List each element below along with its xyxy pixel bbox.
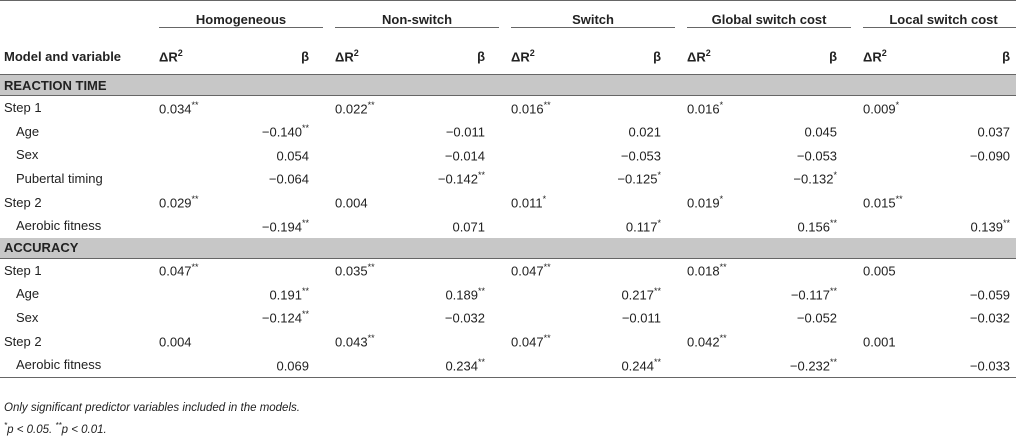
beta-cell <box>417 143 505 167</box>
cell-value: −0.140 <box>261 124 302 140</box>
delta-r-label: ΔR <box>511 49 530 65</box>
model-variable-header: Model and variable <box>0 39 153 75</box>
delta-r2-cell <box>329 190 417 214</box>
significance-marker: ** <box>302 217 310 228</box>
delta-r2-cell <box>329 167 417 191</box>
beta-cell <box>417 282 505 306</box>
cell-value: −0.124 <box>261 310 302 326</box>
table-row <box>0 282 1016 306</box>
beta-cell <box>593 258 681 282</box>
cell-value: −0.125 <box>617 171 658 187</box>
beta-cell <box>593 96 681 120</box>
delta-r2-header <box>681 39 769 75</box>
header-group-label: Global switch cost <box>687 12 851 28</box>
beta-cell <box>769 96 857 120</box>
significance-marker: ** <box>302 309 310 320</box>
beta-cell <box>593 306 681 330</box>
delta-r2-cell <box>329 353 417 377</box>
delta-r2-header <box>329 39 417 75</box>
delta-r2-cell <box>153 96 241 120</box>
note-line-2 <box>4 417 300 439</box>
delta-r2-cell <box>857 282 945 306</box>
significance-marker: ** <box>191 194 199 204</box>
beta-cell <box>769 190 857 214</box>
table-row <box>0 190 1016 214</box>
delta-r2-cell <box>505 143 593 167</box>
cell-value: 0.029 <box>159 195 192 211</box>
cell-value: −0.053 <box>620 148 662 164</box>
beta-cell <box>417 306 505 330</box>
cell-value: 0.047 <box>511 334 544 350</box>
header-group-label: Local switch cost <box>863 12 1016 28</box>
delta-r2-cell <box>681 143 769 167</box>
delta-r2-cell <box>153 143 241 167</box>
beta-header: β <box>945 39 1016 75</box>
delta-r2-cell <box>329 96 417 120</box>
cell-value: 0.047 <box>511 263 544 279</box>
significance-marker: * <box>657 217 662 228</box>
cell-value: 0.009 <box>863 100 896 116</box>
cell-value: 0.156 <box>797 218 831 234</box>
beta-cell <box>241 120 329 144</box>
cell-value: 0.004 <box>159 334 192 350</box>
delta-r2-cell <box>857 214 945 238</box>
delta-r2-cell <box>681 214 769 238</box>
beta-cell <box>945 353 1016 377</box>
table-row <box>0 306 1016 330</box>
row-label: Aerobic fitness <box>16 218 102 234</box>
beta-cell <box>769 120 857 144</box>
beta-cell <box>769 329 857 353</box>
table-row <box>0 258 1016 282</box>
beta-cell <box>769 167 857 191</box>
cell-value: 0.001 <box>863 334 896 350</box>
delta-r2-cell <box>857 96 945 120</box>
row-label: Age <box>16 286 40 302</box>
beta-cell <box>241 306 329 330</box>
cell-value: −0.011 <box>445 124 486 140</box>
delta-r2-cell <box>329 329 417 353</box>
significance-marker: * <box>895 99 900 110</box>
cell-value: −0.059 <box>969 287 1011 303</box>
cell-value: 0.037 <box>977 124 1011 140</box>
delta-r-sup: 2 <box>353 48 359 59</box>
beta-cell <box>945 329 1016 353</box>
beta-cell <box>945 282 1016 306</box>
delta-r2-cell <box>857 143 945 167</box>
cell-value: 0.189 <box>445 287 478 303</box>
delta-r2-cell <box>681 190 769 214</box>
note-text-a: p < 0.05. <box>7 423 56 436</box>
significance-marker: ** <box>478 285 486 296</box>
delta-r2-cell <box>681 329 769 353</box>
beta-cell <box>241 190 329 214</box>
delta-r2-cell <box>505 353 593 377</box>
beta-cell <box>593 143 681 167</box>
beta-cell <box>241 214 329 238</box>
cell-value: −0.033 <box>969 357 1011 373</box>
beta-cell <box>769 143 857 167</box>
beta-cell <box>417 120 505 144</box>
beta-cell <box>417 214 505 238</box>
cell-value: −0.142 <box>437 171 478 187</box>
row-label: Step 1 <box>4 262 42 278</box>
beta-cell <box>945 306 1016 330</box>
delta-r2-cell <box>681 167 769 191</box>
beta-cell <box>417 353 505 377</box>
beta-cell <box>593 214 681 238</box>
delta-r2-cell <box>857 167 945 191</box>
cell-value: −0.194 <box>261 218 302 234</box>
delta-r-label: ΔR <box>335 49 354 65</box>
beta-cell <box>241 143 329 167</box>
beta-cell <box>769 258 857 282</box>
cell-value: 0.016 <box>511 100 544 116</box>
beta-header: β <box>769 39 857 75</box>
header-sub-row <box>0 39 1016 75</box>
beta-cell <box>945 167 1016 191</box>
cell-value: 0.045 <box>804 124 838 140</box>
delta-r2-cell <box>153 120 241 144</box>
significance-marker: * <box>833 170 838 181</box>
delta-r2-cell <box>681 306 769 330</box>
delta-r-label: ΔR <box>687 49 706 65</box>
delta-r2-cell <box>681 258 769 282</box>
delta-r2-cell <box>857 306 945 330</box>
beta-cell <box>241 96 329 120</box>
cell-value: 0.034 <box>159 100 192 116</box>
cell-value: 0.042 <box>687 334 720 350</box>
table-row <box>0 329 1016 353</box>
significance-marker: * <box>719 194 724 204</box>
beta-cell <box>417 329 505 353</box>
beta-header: β <box>241 39 329 75</box>
delta-r2-cell <box>681 120 769 144</box>
significance-marker: ** <box>543 262 551 273</box>
cell-value: 0.054 <box>276 148 310 164</box>
beta-cell <box>945 120 1016 144</box>
header-corner <box>0 1 153 40</box>
header-group-label: Homogeneous <box>159 12 323 28</box>
header-group-label: Switch <box>511 12 675 28</box>
table-row <box>0 120 1016 144</box>
significance-marker: * <box>719 99 724 110</box>
cell-value: 0.035 <box>335 263 368 279</box>
cell-value: 0.043 <box>335 334 368 350</box>
delta-r2-cell <box>505 120 593 144</box>
header-group-row <box>0 1 1016 40</box>
delta-r2-cell <box>505 329 593 353</box>
note-sup-2: ** <box>55 421 62 430</box>
delta-r2-cell <box>505 282 593 306</box>
cell-value: 0.011 <box>511 195 543 211</box>
delta-r2-cell <box>857 120 945 144</box>
delta-r2-cell <box>857 258 945 282</box>
significance-marker: ** <box>830 356 838 367</box>
significance-marker: ** <box>895 194 903 204</box>
delta-r2-cell <box>681 282 769 306</box>
delta-r2-cell <box>505 306 593 330</box>
delta-r-sup: 2 <box>177 48 183 59</box>
section-title: ACCURACY <box>0 238 1016 259</box>
delta-r2-cell <box>505 190 593 214</box>
row-label: Step 1 <box>4 100 42 116</box>
significance-marker: ** <box>478 356 486 367</box>
row-label: Sex <box>16 310 39 326</box>
section-row <box>0 238 1016 259</box>
section-row <box>0 75 1016 96</box>
beta-cell <box>593 353 681 377</box>
delta-r2-cell <box>329 282 417 306</box>
delta-r2-cell <box>329 120 417 144</box>
significance-marker: ** <box>367 332 375 343</box>
cell-value: 0.015 <box>863 195 896 211</box>
cell-value: 0.117 <box>625 218 658 234</box>
beta-cell <box>417 96 505 120</box>
cell-value: 0.071 <box>452 218 486 234</box>
beta-cell <box>593 282 681 306</box>
delta-r2-cell <box>329 306 417 330</box>
delta-r2-cell <box>505 214 593 238</box>
delta-r2-cell <box>153 329 241 353</box>
cell-value: −0.052 <box>796 310 838 326</box>
beta-cell <box>241 167 329 191</box>
delta-r2-cell <box>153 190 241 214</box>
beta-cell <box>241 353 329 377</box>
delta-r2-cell <box>681 96 769 120</box>
cell-value: 0.191 <box>269 287 302 303</box>
table-row <box>0 353 1016 377</box>
row-label: Step 2 <box>4 194 42 210</box>
row-label: Pubertal timing <box>16 171 103 187</box>
delta-r2-cell <box>153 282 241 306</box>
delta-r2-cell <box>857 190 945 214</box>
beta-cell <box>593 190 681 214</box>
header-group <box>329 1 505 40</box>
cell-value: −0.053 <box>796 148 838 164</box>
significance-marker: ** <box>654 285 662 296</box>
delta-r2-cell <box>857 353 945 377</box>
row-label: Step 2 <box>4 333 42 349</box>
cell-value: 0.069 <box>276 357 310 373</box>
beta-cell <box>769 353 857 377</box>
table-notes <box>4 400 300 439</box>
header-group <box>153 1 329 40</box>
cell-value: 0.019 <box>687 195 720 211</box>
row-label: Aerobic fitness <box>0 353 153 377</box>
beta-cell <box>945 190 1016 214</box>
delta-r2-cell <box>329 258 417 282</box>
significance-marker: ** <box>478 170 486 181</box>
beta-cell <box>241 282 329 306</box>
row-label: Sex <box>16 147 39 163</box>
header-group-label: Non-switch <box>335 12 499 28</box>
note-sup-1: * <box>4 421 8 430</box>
delta-r2-cell <box>857 329 945 353</box>
cell-value: −0.064 <box>268 171 310 187</box>
table-row <box>0 143 1016 167</box>
significance-marker: * <box>657 170 662 181</box>
significance-marker: ** <box>1003 217 1011 228</box>
cell-value: 0.047 <box>159 263 192 279</box>
beta-cell <box>769 282 857 306</box>
significance-marker: ** <box>191 262 199 273</box>
delta-r2-header <box>505 39 593 75</box>
beta-header: β <box>417 39 505 75</box>
beta-cell <box>769 214 857 238</box>
significance-marker: ** <box>302 123 310 134</box>
beta-cell <box>945 258 1016 282</box>
delta-r2-cell <box>153 214 241 238</box>
delta-r2-cell <box>153 353 241 377</box>
delta-r2-cell <box>505 167 593 191</box>
cell-value: 0.021 <box>628 124 662 140</box>
significance-marker: ** <box>367 262 375 273</box>
row-label: Age <box>16 123 40 139</box>
beta-cell <box>593 167 681 191</box>
note-line-1: Only significant predictor variables included in the models. <box>4 402 300 414</box>
significance-marker: ** <box>543 332 551 343</box>
cell-value: −0.011 <box>621 310 662 326</box>
beta-cell <box>945 96 1016 120</box>
beta-cell <box>593 329 681 353</box>
beta-cell <box>417 258 505 282</box>
cell-value: 0.139 <box>970 218 1004 234</box>
header-group <box>857 1 1016 40</box>
significance-marker: ** <box>830 217 838 228</box>
cell-value: −0.032 <box>444 310 486 326</box>
cell-value: 0.217 <box>621 287 654 303</box>
header-group <box>681 1 857 40</box>
significance-marker: ** <box>543 99 551 110</box>
delta-r-label: ΔR <box>159 49 178 65</box>
cell-value: 0.004 <box>335 195 368 211</box>
header-group <box>505 1 681 40</box>
cell-value: 0.005 <box>863 263 896 279</box>
note-text-b: p < 0.01. <box>61 423 107 436</box>
significance-marker: ** <box>191 99 199 110</box>
beta-cell <box>593 120 681 144</box>
delta-r2-cell <box>153 167 241 191</box>
delta-r-label: ΔR <box>863 49 882 65</box>
delta-r2-cell <box>153 258 241 282</box>
beta-cell <box>417 167 505 191</box>
delta-r2-cell <box>681 353 769 377</box>
delta-r-sup: 2 <box>705 48 711 59</box>
cell-value: −0.014 <box>444 148 486 164</box>
beta-cell <box>945 143 1016 167</box>
delta-r-sup: 2 <box>529 48 535 59</box>
significance-marker: ** <box>302 285 310 296</box>
significance-marker: ** <box>367 99 375 110</box>
significance-marker: ** <box>654 356 662 367</box>
beta-cell <box>417 190 505 214</box>
delta-r2-header <box>857 39 945 75</box>
beta-header: β <box>593 39 681 75</box>
table-row <box>0 167 1016 191</box>
significance-marker: ** <box>719 262 727 273</box>
significance-marker: ** <box>830 285 838 296</box>
cell-value: −0.032 <box>969 310 1011 326</box>
cell-value: 0.022 <box>335 100 368 116</box>
cell-value: 0.234 <box>445 357 478 373</box>
cell-value: −0.117 <box>790 287 831 303</box>
delta-r2-cell <box>329 214 417 238</box>
beta-cell <box>945 214 1016 238</box>
delta-r2-cell <box>153 306 241 330</box>
delta-r-sup: 2 <box>881 48 887 59</box>
section-title: REACTION TIME <box>0 75 1016 96</box>
cell-value: 0.016 <box>687 100 720 116</box>
significance-marker: * <box>542 194 547 204</box>
table-row <box>0 96 1016 120</box>
delta-r2-header <box>153 39 241 75</box>
cell-value: −0.090 <box>969 148 1011 164</box>
delta-r2-cell <box>329 143 417 167</box>
cell-value: −0.232 <box>789 357 831 373</box>
delta-r2-cell <box>505 258 593 282</box>
cell-value: 0.018 <box>687 263 720 279</box>
beta-cell <box>769 306 857 330</box>
table-row <box>0 214 1016 238</box>
significance-marker: ** <box>719 332 727 343</box>
delta-r2-cell <box>505 96 593 120</box>
beta-cell <box>241 258 329 282</box>
cell-value: 0.244 <box>621 357 654 373</box>
cell-value: −0.132 <box>793 171 834 187</box>
beta-cell <box>241 329 329 353</box>
